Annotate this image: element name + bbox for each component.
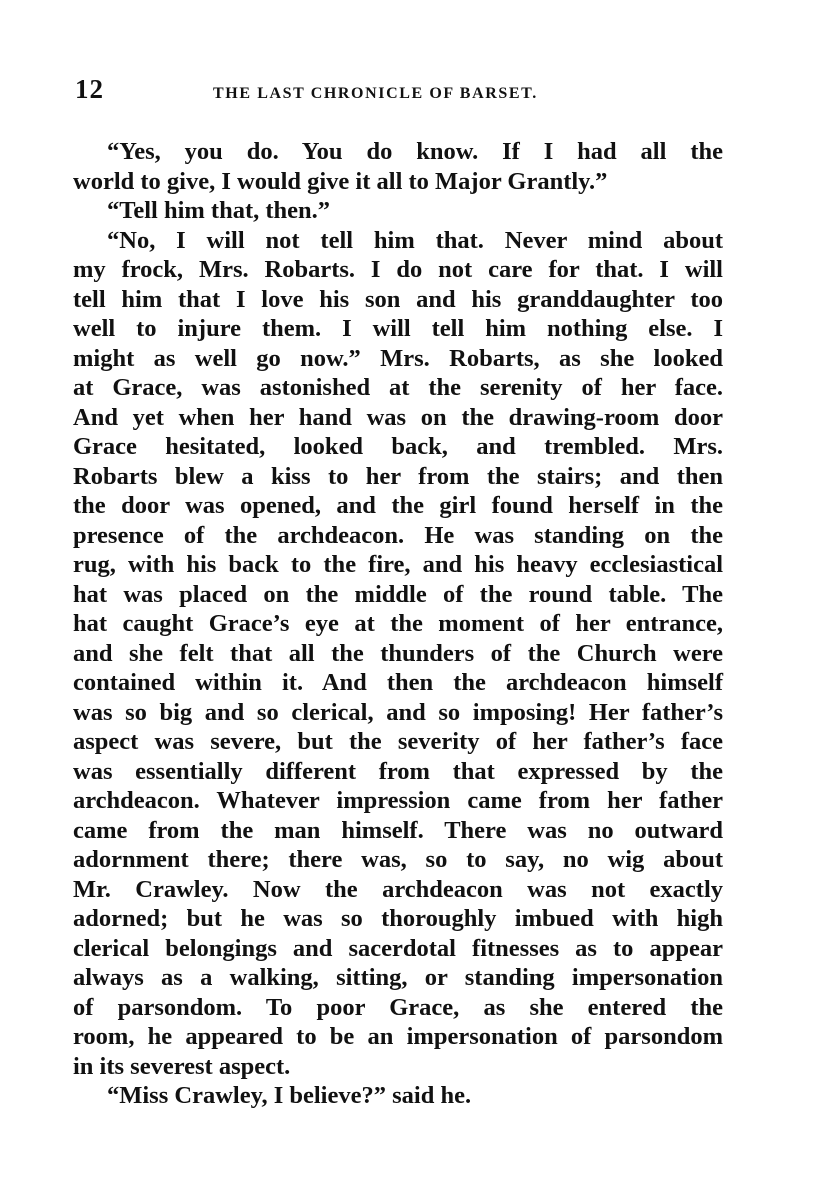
text-line: in its severest aspect. [73, 1052, 291, 1080]
text-line: always as a walking, sitting, or standing impersonation [73, 964, 723, 991]
text-line: Grace hesitated, looked back, and trembled. Mrs. [73, 433, 723, 460]
text-line: was essentially different from that expressed by the [73, 757, 723, 785]
text-line: came from the man himself. There was no outward [73, 816, 723, 844]
text-line: adornment there; there was, so to say, no wig about [73, 846, 723, 873]
page-number: 12 [75, 74, 104, 104]
text-line: archdeacon. Whatever impression came from her father [73, 787, 723, 814]
text-line: “No, I will not tell him that. Never mind about [107, 226, 723, 254]
text-line: adorned; but he was so thoroughly imbued with high [73, 905, 723, 932]
text-line: the door was opened, and the girl found herself in the [73, 492, 723, 519]
text-line: rug, with his back to the fire, and his heavy ecclesiastical [73, 551, 723, 578]
text-line: well to injure them. I will tell him nothing else. I [73, 315, 723, 342]
text-line: Mr. Crawley. Now the archdeacon was not exactly [73, 875, 723, 903]
running-title: THE LAST CHRONICLE OF BARSET. [213, 85, 538, 102]
text-line: at Grace, was astonished at the serenity of her face. [73, 374, 723, 401]
text-line: presence of the archdeacon. He was standing on the [73, 521, 723, 549]
text-line: “Yes, you do. You do know. If I had all the [107, 138, 723, 165]
running-header [73, 70, 723, 104]
text-line: my frock, Mrs. Robarts. I do not care for that. I will [73, 256, 723, 283]
text-line: contained within it. And then the archdeacon himself [73, 669, 723, 696]
text-line: Robarts blew a kiss to her from the stairs; and then [73, 462, 723, 490]
book-page [73, 70, 723, 1111]
text-line: “Tell him that, then.” [107, 197, 331, 224]
text-line: hat caught Grace’s eye at the moment of her entrance, [73, 610, 723, 637]
text-line: of parsondom. To poor Grace, as she entered the [73, 993, 723, 1021]
text-line: room, he appeared to be an impersonation of parsondom [73, 1023, 723, 1050]
text-line: tell him that I love his son and his granddaughter too [73, 285, 723, 313]
text-line: might as well go now.” Mrs. Robarts, as she looked [73, 344, 723, 372]
body-text [73, 137, 723, 1111]
text-line: and she felt that all the thunders of the Church were [73, 639, 723, 667]
text-line: aspect was severe, but the severity of her father’s face [73, 728, 723, 755]
text-line: clerical belongings and sacerdotal fitnesses as to appear [73, 934, 723, 962]
text-line: hat was placed on the middle of the round table. The [73, 580, 723, 608]
text-line: was so big and so clerical, and so imposing! Her father’s [73, 698, 723, 726]
text-line: And yet when her hand was on the drawing-room door [73, 403, 723, 431]
text-line: world to give, I would give it all to Major Grantly.” [73, 167, 608, 195]
text-line: “Miss Crawley, I believe?” said he. [107, 1082, 472, 1109]
